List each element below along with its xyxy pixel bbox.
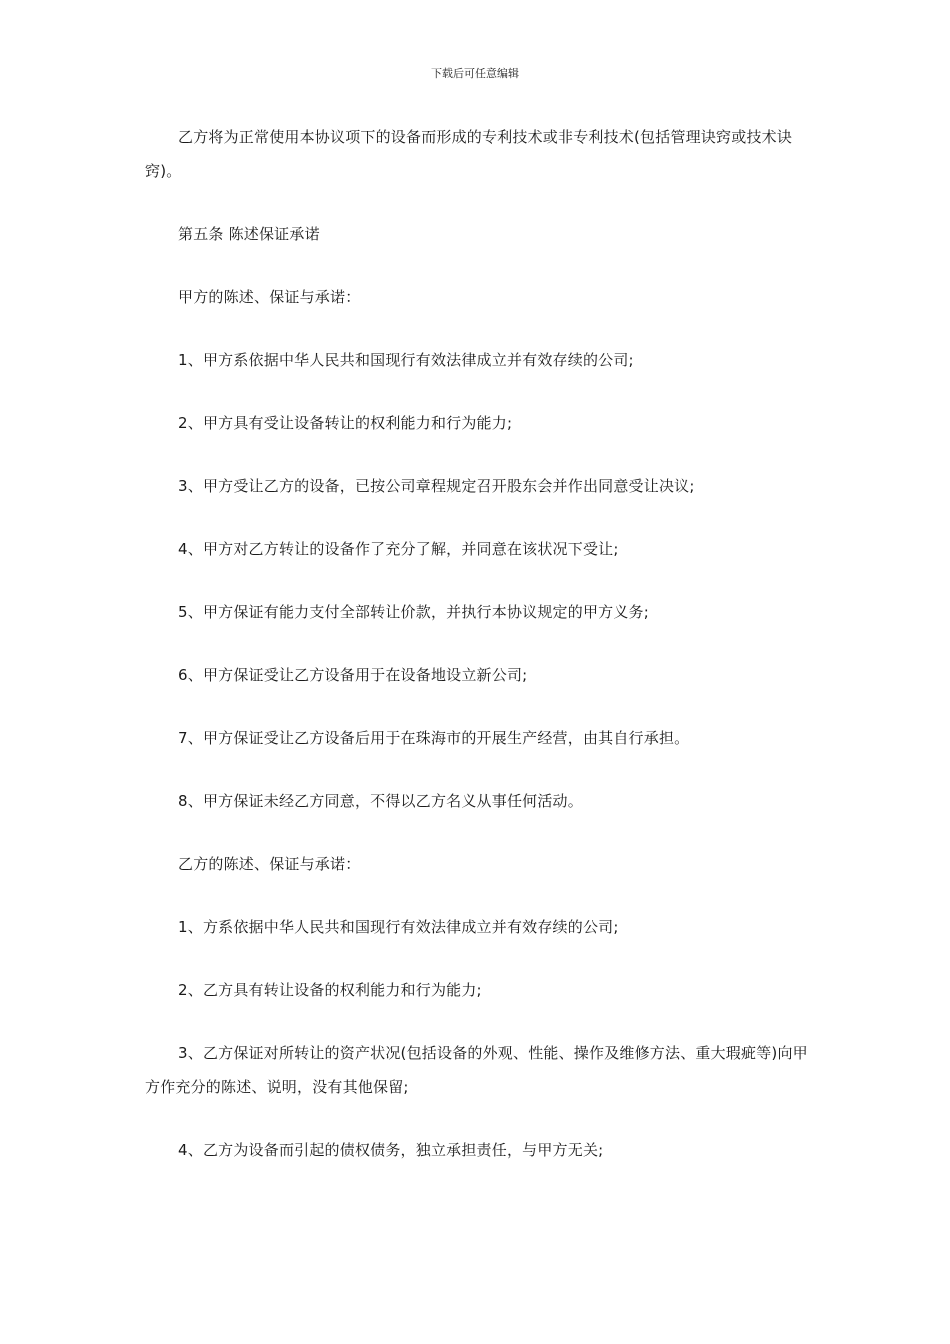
party-a-item-7: 7、甲方保证受让乙方设备后用于在珠海市的开展生产经营，由其自行承担。 [178,729,690,747]
party-a-item-3: 3、甲方受让乙方的设备，已按公司章程规定召开股东会并作出同意受让决议; [178,477,695,495]
party-a-item-4: 4、甲方对乙方转让的设备作了充分了解，并同意在该状况下受让; [178,540,619,558]
paragraph-ip-clause: 乙方将为正常使用本协议项下的设备而形成的专利技术或非专利技术(包括管理诀窍或技术诀窍)。 [145,128,793,180]
party-b-item-2: 2、乙方具有转让设备的权利能力和行为能力; [178,981,482,999]
page-header: 下载后可任意编辑 [431,67,519,80]
party-a-item-5: 5、甲方保证有能力支付全部转让价款，并执行本协议规定的甲方义务; [178,603,650,621]
party-b-item-4: 4、乙方为设备而引起的债权债务，独立承担责任，与甲方无关; [178,1141,604,1159]
party-a-item-6: 6、甲方保证受让乙方设备用于在设备地设立新公司; [178,666,528,684]
party-a-item-8: 8、甲方保证未经乙方同意，不得以乙方名义从事任何活动。 [178,792,583,810]
document-body [145,120,810,1196]
party-a-item-1: 1、甲方系依据中华人民共和国现行有效法律成立并有效存续的公司; [178,351,634,369]
party-b-item-1: 1、方系依据中华人民共和国现行有效法律成立并有效存续的公司; [178,918,619,936]
party-b-statement-heading: 乙方的陈述、保证与承诺： [178,855,361,873]
party-a-item-2: 2、甲方具有受让设备转让的权利能力和行为能力; [178,414,513,432]
article-5-heading: 第五条 陈述保证承诺 [178,225,320,243]
party-b-item-3: 3、乙方保证对所转让的资产状况(包括设备的外观、性能、操作及维修方法、重大瑕疵等)向甲方作充分的陈述、说明，没有其他保留; [145,1044,808,1096]
party-a-statement-heading: 甲方的陈述、保证与承诺： [178,288,361,306]
